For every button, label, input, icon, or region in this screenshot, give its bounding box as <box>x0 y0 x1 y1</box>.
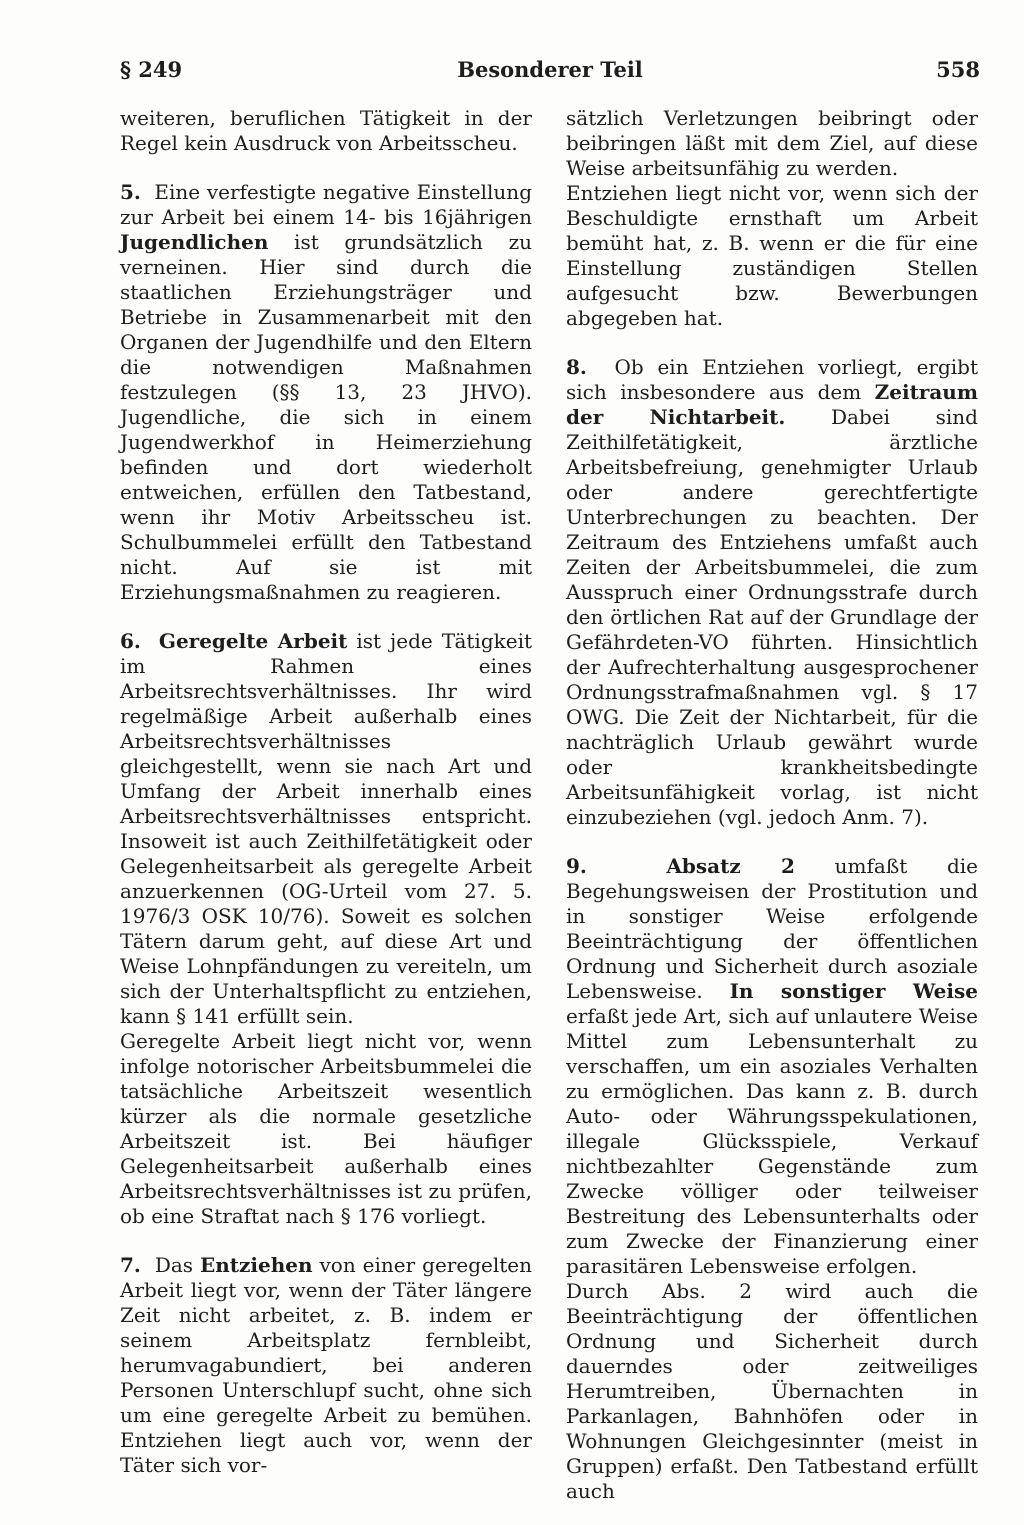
bold-term: Absatz 2 <box>666 854 795 878</box>
paragraph-7-continued: Entziehen liegt nicht vor, wenn sich der Beschuldigte ernsthaft um Arbeit bemüht hat, z. B. wenn er die für eine Einstellung zuständigen Stellen aufgesucht bzw. Bewerbungen abgegeben hat. <box>566 181 978 330</box>
page-number: 558 <box>936 57 980 82</box>
paragraph-7-continuation: sätzlich Verletzungen beibringt oder beibringen läßt mit dem Ziel, auf diese Weise arbeitsunfähig zu werden. <box>566 106 978 180</box>
paragraph-number: 7. <box>120 1253 141 1277</box>
paragraph-number: 8. <box>566 355 587 379</box>
bold-term: Entziehen <box>200 1253 313 1277</box>
paragraph-8: 8. Ob ein Entziehen vorliegt, ergibt sich insbesondere aus dem Zeitraum der Nichtarbeit. Dabei sind Zeithilfetätigkeit, ärztliche Arbeitsbefreiung, genehmigter Urlaub oder andere gerechtfertigte Unterbrechungen zu beachten. Der Zeitraum des Entziehens umfaßt auch Zeiten der Arbeitsbummelei, die zum Ausspruch einer Ordnungsstrafe durch den örtlichen Rat auf der Grundlage der Gefährdeten-VO führten. Hinsichtlich der Aufrechterhaltung ausgesprochener Ordnungsstrafmaßnahmen vgl. § 17 OWG. Die Zeit der Nichtarbeit, für die nachträglich Urlaub gewährt wurde oder krankheitsbedingte Arbeitsunfähigkeit vorlag, ist nicht einzubeziehen (vgl. jedoch Anm. 7). <box>566 355 979 829</box>
running-title: Besonderer Teil <box>457 57 643 82</box>
paragraph-9-continued: Durch Abs. 2 wird auch die Beeinträchtigung der öffentlichen Ordnung und Sicherheit durch dauerndes oder zeitweiliges Herumtreiben, Übernachten in Parkanlagen, Bahnhöfen oder in Wohnungen Gleichgesinnter (meist in Gruppen) erfaßt. Den Tatbestand erfüllt auch <box>566 1279 978 1503</box>
paragraph-number: 6. <box>120 629 141 653</box>
paragraph-number: 9. <box>566 854 587 878</box>
paragraph-9: 9. Absatz 2 umfaßt die Begehungsweisen der Prostitution und in sonstiger Weise erfolgende Beeinträchtigung der öffentlichen Ordnung und Sicherheit durch asoziale Lebensweise. In sonstiger Weise erfaßt jede Art, sich auf unlautere Weise Mittel zum Lebensunterhalt zu verschaffen, um ein asoziales Verhalten zu ermöglichen. Das kann z. B. durch Auto- oder Währungsspekulationen, illegale Glücksspiele, Verkauf nichtbezahlter Gegenstände zum Zwecke völliger oder teilweiser Bestreitung des Lebensunterhalts oder zum Zwecke der Finanzierung einer parasitären Lebensweise erfolgen. <box>566 854 978 1278</box>
bold-term: In sonstiger Weise <box>729 979 978 1003</box>
paragraph-7: 7. Das Entziehen von einer geregelten Arbeit liegt vor, wenn der Täter längere Zeit nicht arbeitet, z. B. indem er seinem Arbeitsplatz fernbleibt, herumvagabundiert, bei anderen Personen Unterschlupf sucht, ohne sich um eine geregelte Arbeit zu bemühen. Entziehen liegt auch vor, wenn der Täter sich vor- <box>120 1253 532 1477</box>
bold-term: Geregelte Arbeit <box>158 629 348 653</box>
paragraph-6-continued: Geregelte Arbeit liegt nicht vor, wenn infolge notorischer Arbeitsbummelei die tatsächliche Arbeitszeit wesentlich kürzer als die normale gesetzliche Arbeitszeit ist. Bei häufiger Gelegenheitsarbeit außerhalb eines Arbeitsrechtsverhältnisses ist zu prüfen, ob eine Straftat nach § 176 vorliegt. <box>120 1029 532 1228</box>
bold-term: Zeitraum der Nichtarbeit. <box>566 380 978 429</box>
paragraph-continuation: weiteren, beruflichen Tätigkeit in der Regel kein Ausdruck von Arbeitsscheu. <box>120 106 532 155</box>
left-column <box>120 106 532 1478</box>
section-reference: § 249 <box>120 57 183 82</box>
right-column <box>566 106 978 1504</box>
paragraph-5: 5. Eine verfestigte negative Einstellung zur Arbeit bei einem 14- bis 16jährigen Jugendlichen ist grundsätzlich zu verneinen. Hier sind durch die staatlichen Erziehungsträger und Betriebe in Zusammenarbeit mit den Organen der Jugendhilfe und den Eltern die notwendigen Maßnahmen festzulegen (§§ 13, 23 JHVO). Jugendliche, die sich in einem Jugendwerkhof in Heimerziehung befinden und dort wiederholt entweichen, erfüllen den Tatbestand, wenn ihr Motiv Arbeitsscheu ist. Schulbummelei erfüllt den Tatbestand nicht. Auf sie ist mit Erziehungsmaßnahmen zu reagieren. <box>120 180 532 604</box>
paragraph-6: 6. Geregelte Arbeit ist jede Tätigkeit im Rahmen eines Arbeitsrechtsverhältnisses. Ihr wird regelmäßige Arbeit außerhalb eines Arbeitsrechtsverhältnisses gleichgestellt, wenn sie nach Art und Umfang der Arbeit innerhalb eines Arbeitsrechtsverhältnisses entspricht. Insoweit ist auch Zeithilfetätigkeit oder Gelegenheitsarbeit als geregelte Arbeit anzuerkennen (OG-Urteil vom 27. 5. 1976/3 OSK 10/76). Soweit es solchen Tätern darum geht, auf diese Art und Weise Lohnpfändungen zu vereiteln, um sich der Unterhaltspflicht zu entziehen, kann § 141 erfüllt sein. <box>120 629 533 1028</box>
page-header <box>120 54 980 86</box>
paragraph-number: 5. <box>120 180 141 204</box>
bold-term: Jugendlichen <box>120 230 269 254</box>
